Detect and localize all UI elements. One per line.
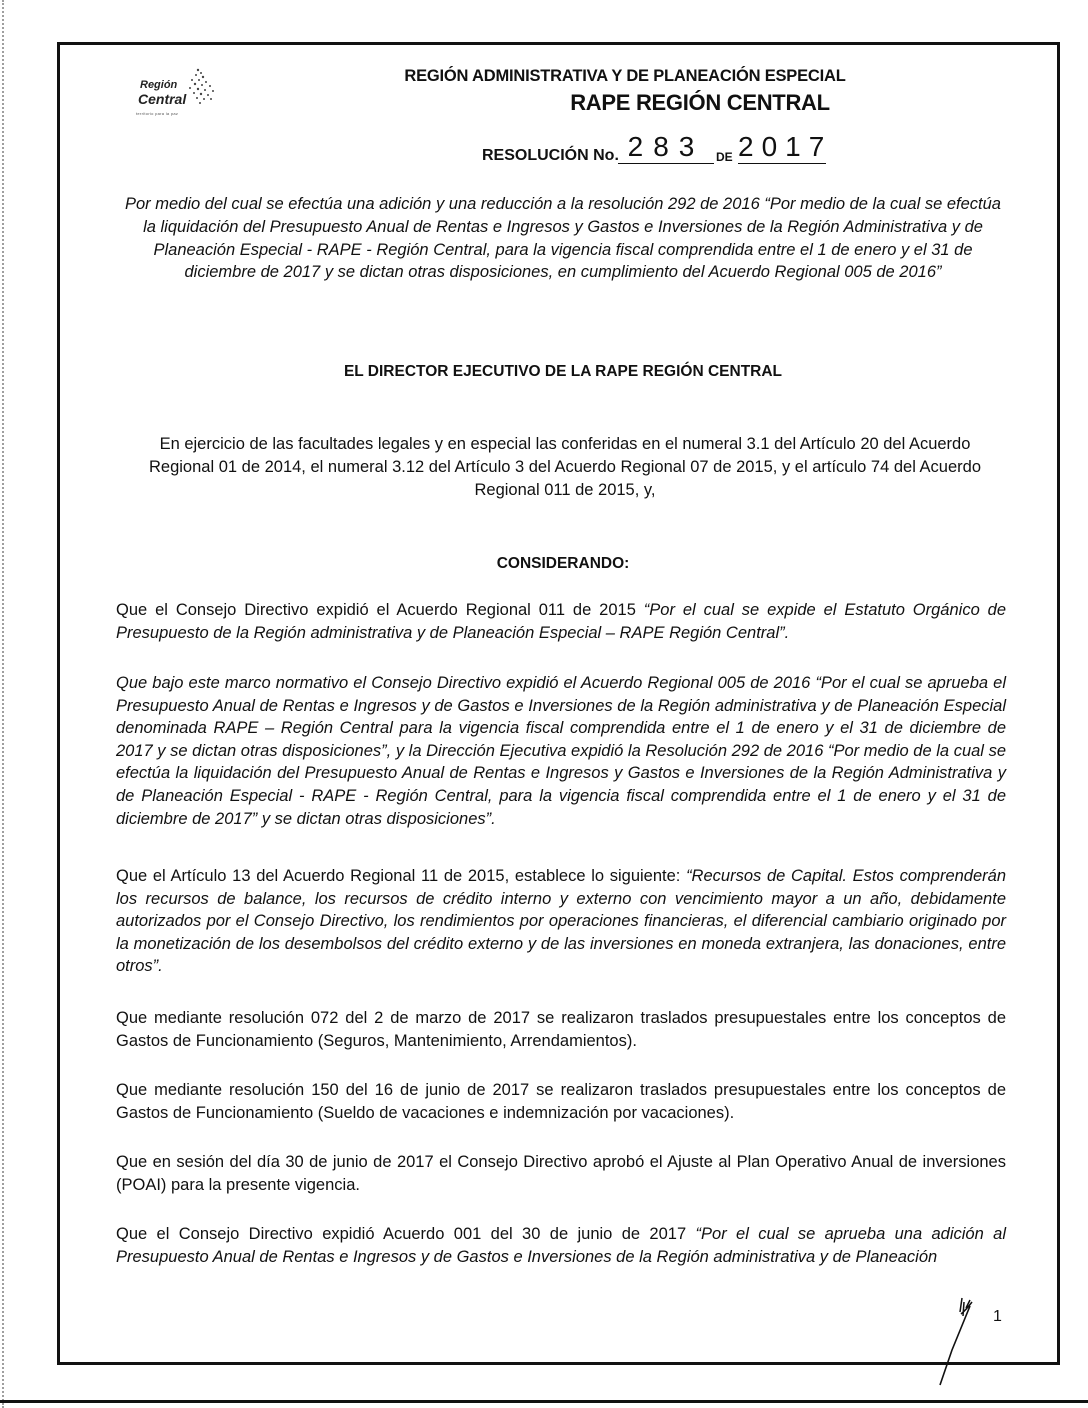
considerando-paragraph-6: Que en sesión del día 30 de junio de 2017 el Consejo Directivo aprobó el Ajuste al Plan Operativo Anual de inversiones (POAI) para la presente vigencia. [116, 1153, 1006, 1194]
considerando-title: CONSIDERANDO: [496, 555, 630, 572]
considerando-paragraph-3 [116, 865, 1006, 978]
scan-edge-artifact [2, 0, 7, 1408]
considerando-paragraph-5: Que mediante resolución 150 del 16 de junio de 2017 se realizaron traslados presupuestales entre los conceptos de Gastos de Funcionamiento (Sueldo de vacaciones e indemnización por vacaciones). [116, 1081, 1006, 1122]
resolution-subject: Por medio del cual se efectúa una adición y una reducción a la resolución 292 de 2016 “Por medio de la cual se efectúa la liquidación del Presupuesto Anual de Rentas e Ingresos y Gastos e Inversiones de la Región Administrativa y de Planeación Especial - RAPE - Región Central, para la vigencia fiscal comprendida entre el 1 de enero y el 31 de diciembre de 2017 y se dictan otras disposiciones, en cumplimiento del Acuerdo Regional 005 de 2016” [125, 195, 1001, 282]
resolution-label: RESOLUCIÓN No. [482, 147, 619, 164]
region-central-logo [132, 66, 232, 126]
logo-text-central: Central [138, 91, 187, 107]
logo-tagline: territorio para la paz [136, 111, 179, 116]
resolution-year: 2017 [738, 131, 833, 162]
page-bottom-rule [0, 1400, 1088, 1403]
considerando-paragraph-2: Que bajo este marco normativo el Consejo Directivo expidió el Acuerdo Regional 005 de 2016 “Por el cual se aprueba el Presupuesto Anual de Rentas e Ingresos y de Gastos e Inversiones de la Región administrativa y de Planeación Especial denominada RAPE – Región Central para la vigencia fiscal comprendida entre el 1 de enero y el 31 de diciembre de 2017 y se dictan otras disposiciones”, y la Dirección Ejecutiva expidió la Resolución 292 de 2016 “Por medio de la cual se efectúa la liquidación del Presupuesto Anual de Rentas e Ingresos y Gastos e Inversiones de la Región Administrativa y de Planeación Especial - RAPE - Región Central, para la vigencia fiscal comprendida entre el 1 de enero y el 31 de diciembre de 2017” y se dictan otras disposiciones”. [116, 674, 1006, 828]
considerando-paragraph-1 [116, 599, 1006, 644]
considerando-paragraph-7 [116, 1223, 1006, 1268]
authority-text: En ejercicio de las facultades legales y en especial las conferidas en el numeral 3.1 del Artículo 20 del Acuerdo Regional 01 de 2014, el numeral 3.12 del Artículo 3 del Acuerdo Regional 07 de 2015, y el artículo 74 del Acuerdo Regional 011 de 2015, y, [149, 435, 981, 499]
considerando-paragraph-4: Que mediante resolución 072 del 2 de marzo de 2017 se realizaron traslados presupuestales entre los conceptos de Gastos de Funcionamiento (Seguros, Mantenimiento, Arrendamientos). [116, 1009, 1006, 1050]
p3-quote: “Recursos de Capital. Estos comprenderán los recursos de balance, los recursos de crédito interno y externo con vencimiento mayor a un año, debidamente autorizados por el Consejo Directivo, los rendimientos por operaciones financieras, el diferencial cambiario originado por la monetización de los desembolsos del crédito externo y de las inversiones en moneda extranjera, las donaciones, entre otros”. [116, 867, 1007, 976]
authority-title: EL DIRECTOR EJECUTIVO DE LA RAPE REGIÓN CENTRAL [343, 363, 783, 380]
p7-text: Que el Consejo Directivo expidió Acuerdo 001 del 30 de junio de 2017 [116, 1225, 696, 1243]
p1-text: Que el Consejo Directivo expidió el Acuerdo Regional 011 de 2015 [116, 601, 644, 619]
p7-quote: “Por el cual se aprueba una adición al Presupuesto Anual de Rentas e Ingresos y de Gastos e Inversiones de la Región administrativa y de Planeación [116, 1225, 1006, 1266]
signature-initials-icon [930, 1290, 990, 1390]
logo-text-region: Región [140, 79, 178, 91]
resolution-number: 283 [618, 132, 714, 164]
org-full-name: REGIÓN ADMINISTRATIVA Y DE PLANEACIÓN ESPECIAL [404, 67, 846, 85]
org-short-name: RAPE REGIÓN CENTRAL [570, 90, 830, 115]
p3-text: Que el Artículo 13 del Acuerdo Regional 11 de 2015, establece lo siguiente: [116, 867, 687, 885]
page-number: 1 [993, 1308, 1002, 1325]
map-cluster-icon [184, 66, 228, 110]
p1-quote: “Por el cual se expide el Estatuto Orgánico de Presupuesto de la Región administrativa y de Planeación Especial – RAPE Región Central”. [116, 601, 1006, 642]
resolution-de: DE [716, 150, 733, 164]
